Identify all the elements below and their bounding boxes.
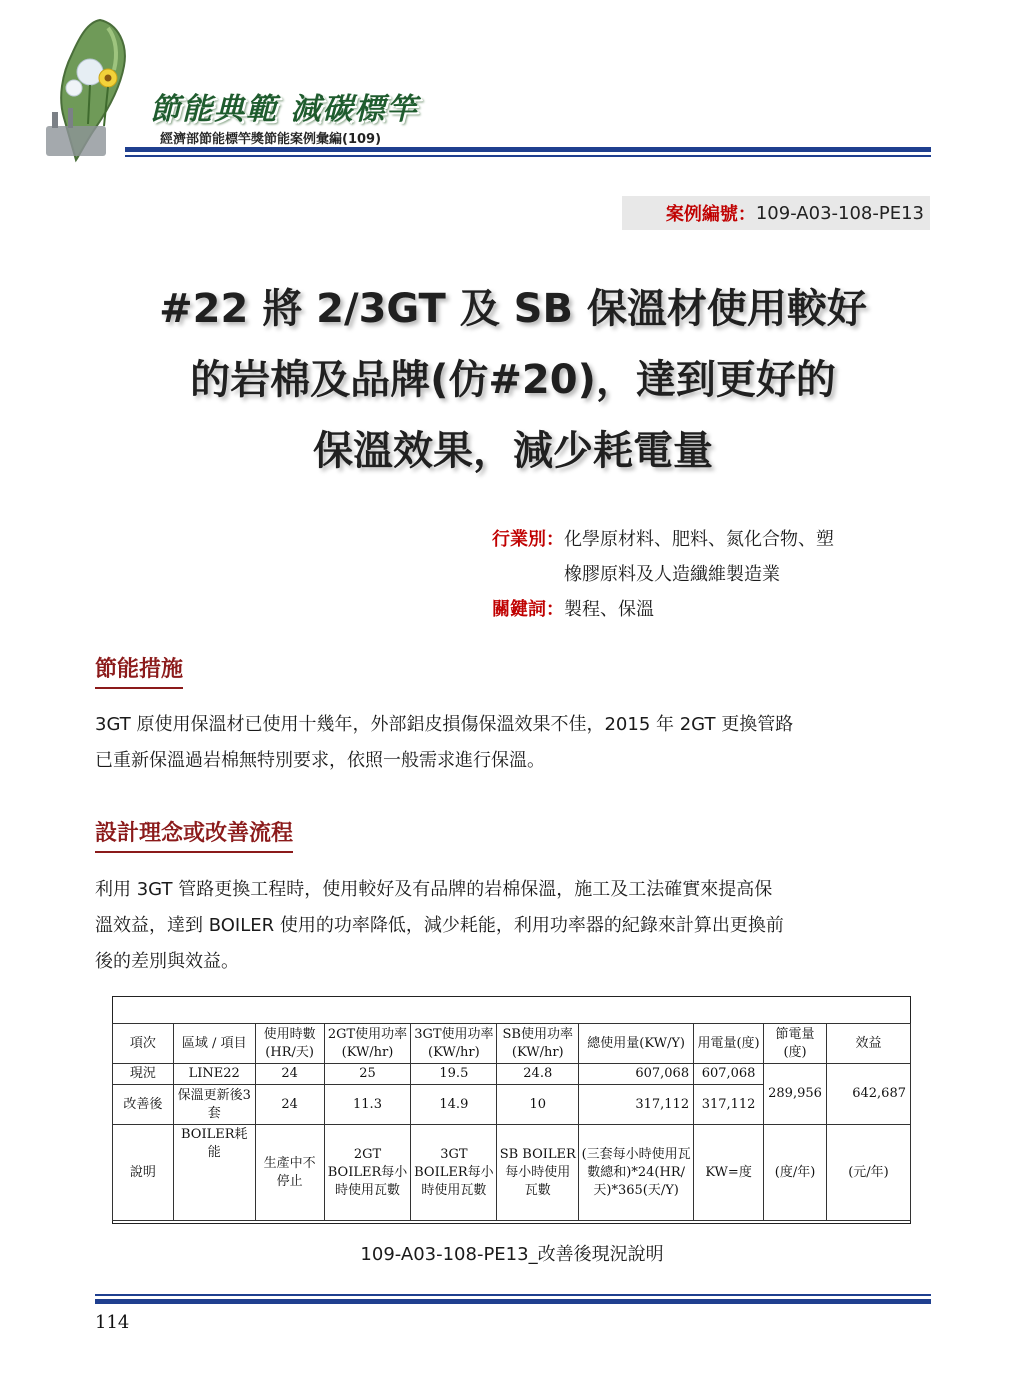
header-cell: 2GT使用功率(KW/hr) <box>324 1024 411 1064</box>
footer-rule-thin <box>95 1294 931 1296</box>
page-title <box>95 274 931 487</box>
paragraph-line: 後的差別與效益。 <box>95 951 239 972</box>
brand-subtitle: 經濟部節能標竿獎節能案例彙編(109) <box>160 132 382 147</box>
cell-benefit: (元/年) <box>827 1125 911 1221</box>
industry-row <box>492 522 922 592</box>
paragraph-line: 利用 3GT 管路更換工程時，使用較好及有品牌的岩棉保溫，施工及工法確實來提高保 <box>95 879 773 900</box>
header-cell: SB使用功率(KW/hr) <box>497 1024 579 1064</box>
header-cell: 項次 <box>113 1024 174 1064</box>
case-number-label: 案例編號： <box>665 204 756 225</box>
cell-hours: 24 <box>255 1064 324 1085</box>
industry-value <box>564 522 834 592</box>
case-number-value: 109-A03-108-PE13 <box>755 202 924 224</box>
cell-sb: 24.8 <box>497 1064 579 1085</box>
table-row <box>113 1125 911 1221</box>
section-body-measures <box>95 707 931 779</box>
row-label: 現況 <box>113 1064 174 1085</box>
header-rule-thin <box>125 155 931 157</box>
case-number-box <box>622 196 930 230</box>
cell-sb: 10 <box>497 1085 579 1125</box>
cell-usage: 317,112 <box>694 1085 764 1125</box>
cell-hours: 生產中不停止 <box>255 1125 324 1221</box>
cell-total: 607,068 <box>579 1064 694 1085</box>
header-cell: 總使用量(KW/Y) <box>579 1024 694 1064</box>
header-cell: 用電量(度) <box>694 1024 764 1064</box>
case-meta <box>492 522 922 627</box>
row-label: 說明 <box>113 1125 174 1221</box>
taiwan-logo-illustration <box>28 14 148 164</box>
cell-3gt: 14.9 <box>411 1085 497 1125</box>
header-cell: 使用時數(HR/天) <box>255 1024 324 1064</box>
title-line: 保溫效果，減少耗電量 <box>313 428 713 474</box>
header-cell: 效益 <box>827 1024 911 1064</box>
cell-usage: KW=度 <box>694 1125 764 1221</box>
table-caption: 109-A03-108-PE13_改善後現況說明 <box>360 1244 664 1265</box>
header-rule-thick <box>125 147 931 152</box>
title-line: 的岩棉及品牌(仿#20)，達到更好的 <box>190 357 836 403</box>
cell-area: BOILER耗能 <box>173 1125 255 1221</box>
cell-saving: 289,956 <box>764 1064 827 1125</box>
footer-rule-thick <box>95 1299 931 1304</box>
cell-total: (三套每小時使用瓦數總和)*24(HR/天)*365(天/Y) <box>579 1125 694 1221</box>
section-heading-design: 設計理念或改善流程 <box>95 816 293 853</box>
keyword-value: 製程、保溫 <box>564 599 654 620</box>
cell-usage: 607,068 <box>694 1064 764 1085</box>
brand-title: 節能典範 減碳標竿 <box>150 92 419 127</box>
section-heading-measures: 節能措施 <box>95 652 183 689</box>
section-body-design <box>95 872 931 980</box>
cell-hours: 24 <box>255 1085 324 1125</box>
cell-3gt: 19.5 <box>411 1064 497 1085</box>
cell-total: 317,112 <box>579 1085 694 1125</box>
table-header-row <box>113 1024 911 1064</box>
cell-benefit: 642,687 <box>827 1064 911 1125</box>
cell-sb: SB BOILER每小時使用瓦數 <box>497 1125 579 1221</box>
keyword-row <box>492 592 922 627</box>
cell-area: 保溫更新後3套 <box>173 1085 255 1125</box>
paragraph-line: 3GT 原使用保溫材已使用十幾年，外部鋁皮損傷保溫效果不佳，2015 年 2GT 更換管路 <box>95 714 794 735</box>
industry-label: 行業別： <box>492 529 564 550</box>
paragraph-line: 溫效益，達到 BOILER 使用的功率降低，減少耗能，利用功率器的紀錄來計算出更換前 <box>95 915 784 936</box>
table-row <box>113 1064 911 1085</box>
title-line: #22 將 2/3GT 及 SB 保溫材使用較好 <box>159 286 867 332</box>
cell-2gt: 2GT BOILER每小時使用瓦數 <box>324 1125 411 1221</box>
row-label: 改善後 <box>113 1085 174 1125</box>
header-cell: 節電量(度) <box>764 1024 827 1064</box>
keyword-label: 關鍵詞： <box>492 599 564 620</box>
cell-2gt: 25 <box>324 1064 411 1085</box>
cell-2gt: 11.3 <box>324 1085 411 1125</box>
cell-saving: (度/年) <box>764 1125 827 1221</box>
savings-table-frame <box>112 996 911 1224</box>
header-cell: 3GT使用功率(KW/hr) <box>411 1024 497 1064</box>
header-cell: 區域 / 項目 <box>173 1024 255 1064</box>
industry-line: 橡膠原料及人造纖維製造業 <box>564 564 780 585</box>
cell-3gt: 3GT BOILER每小時使用瓦數 <box>411 1125 497 1221</box>
page-number: 114 <box>95 1312 130 1333</box>
savings-table <box>112 1023 911 1221</box>
cell-area: LINE22 <box>173 1064 255 1085</box>
industry-line: 化學原材料、肥料、氮化合物、塑 <box>564 529 834 550</box>
paragraph-line: 已重新保溫過岩棉無特別要求，依照一般需求進行保溫。 <box>95 750 545 771</box>
